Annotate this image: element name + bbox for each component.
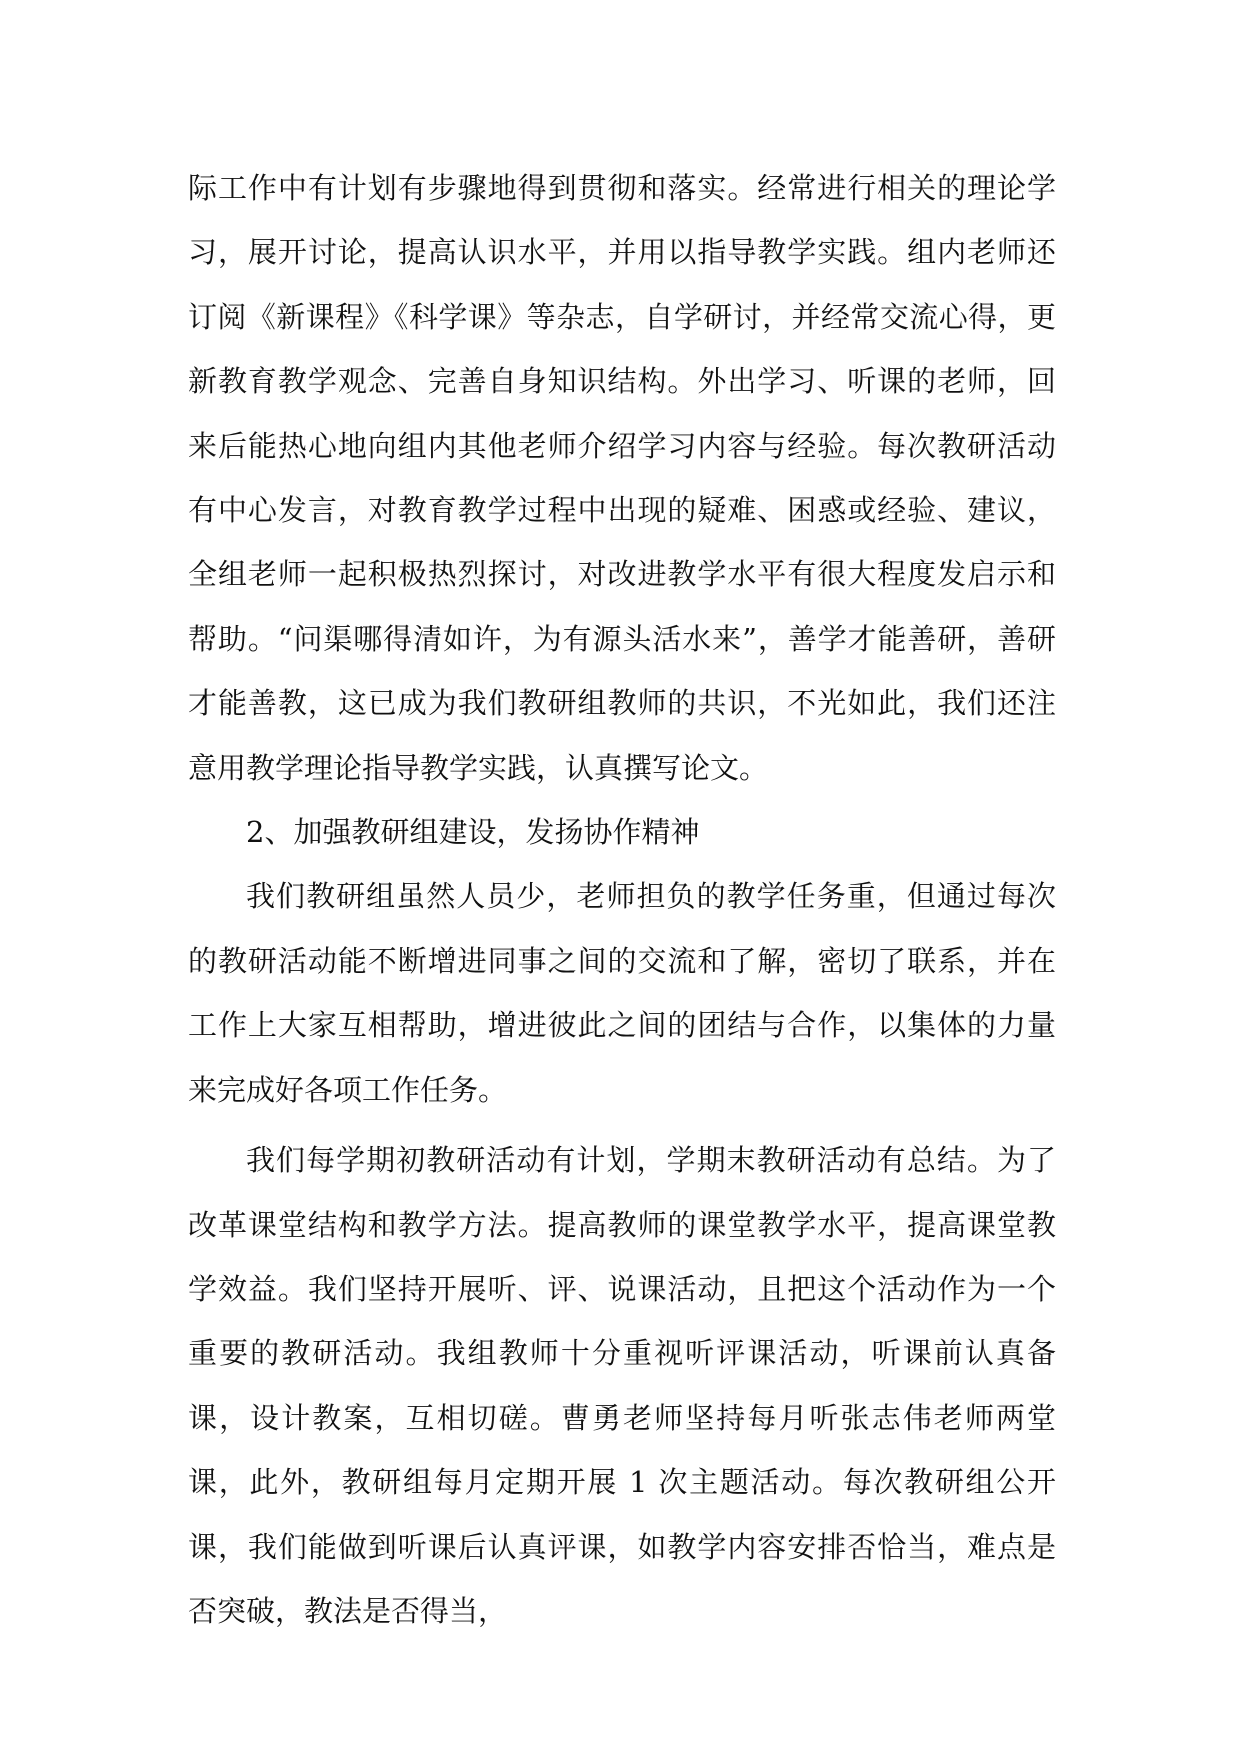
paragraph-continued: 际工作中有计划有步骤地得到贯彻和落实。经常进行相关的理论学习，展开讨论，提高认识水平，并用以指导教学实践。组内老师还订阅《新课程》《科学课》等杂志，自学研讨，并经常交流心得，更新教育教学观念、完善自身知识结构。外出学习、听课的老师，回来后能热心地向组内其他老师介绍学习内容与经验。每次教研活动有中心发言，对教育教学过程中出现的疑难、困惑或经验、建议，全组老师一起积极热烈探讨，对改进教学水平有很大程度发启示和帮助。“问渠哪得清如许，为有源头活水来”，善学才能善研，善研才能善教，这已成为我们教研组教师的共识，不光如此，我们还注意用教学理论指导教学实践，认真撰写论文。 [188,171,1056,785]
section-heading: 2、加强教研组建设，发扬协作精神 [246,815,700,850]
paragraph: 我们教研组虽然人员少，老师担负的教学任务重，但通过每次的教研活动能不断增进同事之间的交流和了解，密切了联系，并在工作上大家互相帮助，增进彼此之间的团结与合作，以集体的力量来完成好各项工作任务。 [188,879,1056,1107]
document-body [188,156,1056,1643]
paragraph: 我们每学期初教研活动有计划，学期末教研活动有总结。为了改革课堂结构和教学方法。提高教师的课堂教学水平，提高课堂教学效益。我们坚持开展听、评、说课活动，且把这个活动作为一个重要的教研活动。我组教师十分重视听评课活动，听课前认真备课，设计教案，互相切磋。曹勇老师坚持每月听张志伟老师两堂课，此外，教研组每月定期开展 1 次主题活动。每次教研组公开课，我们能做到听课后认真评课，如教学内容安排否恰当，难点是否突破，教法是否得当， [188,1143,1056,1628]
